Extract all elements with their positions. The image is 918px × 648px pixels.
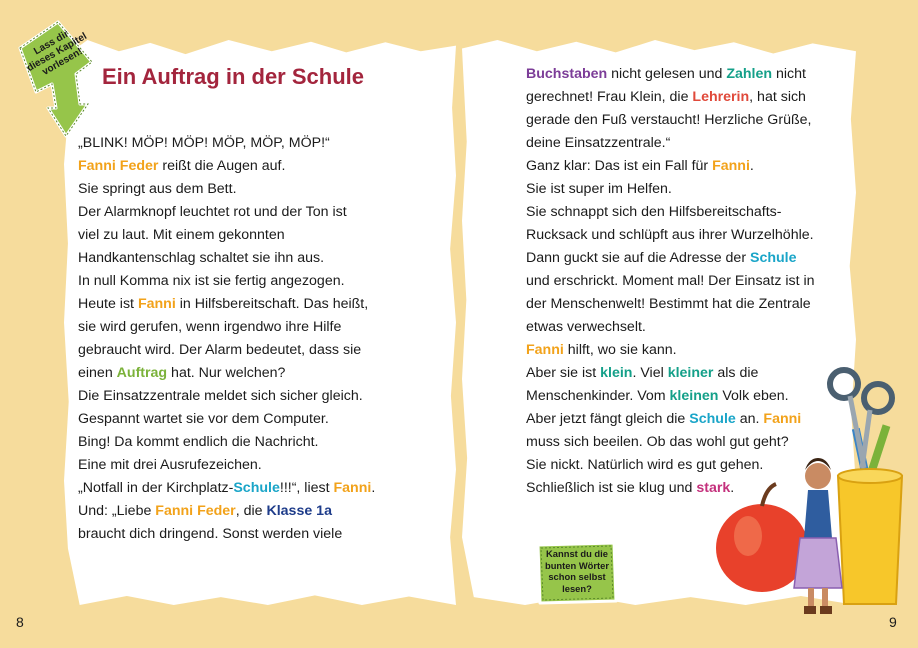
text-line: [526, 316, 846, 339]
text-segment: gerechnet! Frau Klein, die: [526, 89, 693, 105]
left-page-text: [78, 132, 408, 546]
text-segment: Sie nickt. Natürlich wird es gut gehen.: [526, 457, 764, 473]
highlighted-word: Fanni: [137, 296, 176, 312]
text-segment: Bing! Da kommt endlich die Nachricht.: [78, 434, 319, 450]
text-segment: Handkantenschlag schaltet sie ihn aus.: [78, 250, 325, 266]
text-line: [78, 477, 408, 500]
text-segment: deine Einsatzzentrale.“: [526, 135, 671, 151]
text-line: [78, 293, 408, 316]
text-segment: in Hilfsbereitschaft. Das heißt,: [175, 296, 369, 312]
text-segment: In null Komma nix ist sie fertig angezogen.: [78, 273, 345, 289]
highlighted-word: Buchstaben: [526, 66, 608, 82]
highlighted-word: stark: [696, 480, 731, 496]
highlighted-word: Klasse 1a: [266, 503, 332, 519]
text-segment: viel zu laut. Mit einem gekonnten: [78, 227, 285, 243]
text-segment: Die Einsatzzentrale meldet sich sicher gleich.: [78, 388, 363, 404]
apple-icon: [716, 484, 808, 592]
text-segment: Der Alarmknopf leuchtet rot und der Ton ist: [78, 204, 347, 220]
text-segment: gebraucht wird. Der Alarm bedeutet, dass sie: [78, 342, 362, 358]
text-segment: Sie schnappt sich den Hilfsbereitschafts-: [526, 204, 782, 220]
text-segment: , hat sich: [749, 89, 806, 105]
highlighted-word: Auftrag: [116, 365, 168, 381]
highlighted-word: Fanni: [526, 342, 564, 358]
text-segment: sie wird gerufen, wenn irgendwo ihre Hilfe: [78, 319, 342, 335]
highlighted-word: Lehrerin: [692, 89, 750, 105]
illustration: [712, 358, 918, 620]
text-line: [526, 132, 846, 155]
text-line: [526, 293, 846, 316]
text-segment: „BLINK! MÖP! MÖP! MÖP, MÖP, MÖP!“: [78, 135, 330, 151]
text-line: [78, 132, 408, 155]
text-segment: der Menschenwelt! Bestimmt hat die Zentrale: [526, 296, 811, 312]
text-segment: .: [371, 480, 376, 496]
text-segment: als die: [713, 365, 759, 381]
highlighted-word: Fanni Feder: [155, 503, 236, 519]
text-segment: Gespannt wartet sie vor dem Computer.: [78, 411, 329, 427]
text-segment: gerade den Fuß verstaucht! Herzliche Grüße,: [526, 112, 812, 128]
text-segment: Sie springt aus dem Bett.: [78, 181, 237, 197]
highlighted-word: Zahlen: [726, 66, 773, 82]
page-number-left: 8: [16, 614, 24, 630]
text-segment: braucht dich dringend. Sonst werden viele: [78, 526, 343, 542]
text-line: [78, 247, 408, 270]
text-line: [78, 270, 408, 293]
highlighted-word: Schule: [749, 250, 797, 266]
text-line: [526, 224, 846, 247]
highlighted-word: Fanni: [333, 480, 372, 496]
text-line: [78, 316, 408, 339]
text-segment: nicht gelesen und: [607, 66, 727, 82]
pencil-cup-icon: [838, 424, 902, 604]
highlighted-word: Fanni: [763, 411, 802, 427]
text-segment: .: [730, 480, 735, 496]
highlighted-word: Fanni Feder: [78, 158, 159, 174]
text-segment: Menschenkinder. Vom: [526, 388, 670, 404]
text-segment: Heute ist: [78, 296, 138, 312]
text-line: [78, 385, 408, 408]
text-segment: nicht: [772, 66, 806, 82]
text-segment: etwas verwechselt.: [526, 319, 646, 335]
text-line: [78, 178, 408, 201]
text-segment: Sie ist super im Helfen.: [526, 181, 672, 197]
text-line: [78, 339, 408, 362]
text-line: [78, 224, 408, 247]
highlighted-word: Schule: [233, 480, 280, 496]
scissors-icon: [830, 370, 892, 468]
text-segment: Aber sie ist: [526, 365, 601, 381]
text-segment: Volk eben.: [718, 388, 789, 404]
text-segment: hilft, wo sie kann.: [563, 342, 677, 358]
text-line: [526, 178, 846, 201]
text-line: [78, 523, 408, 546]
text-segment: und erschrickt. Moment mal! Der Einsatz ist in: [526, 273, 815, 289]
reading-hint-text: Kannst du die bunten Wörter schon selbst lesen?: [544, 548, 610, 594]
text-line: [526, 86, 846, 109]
text-segment: Ganz klar: Das ist ein Fall für: [526, 158, 713, 174]
text-segment: einen: [78, 365, 117, 381]
text-segment: reißt die Augen auf.: [158, 158, 286, 174]
text-line: [78, 201, 408, 224]
highlighted-word: Schule: [689, 411, 736, 427]
highlighted-word: klein: [600, 365, 633, 381]
text-line: [526, 63, 846, 86]
text-segment: muss sich beeilen. Ob das wohl gut geht?: [526, 434, 789, 450]
text-line: [78, 431, 408, 454]
text-line: [78, 500, 408, 523]
highlighted-word: kleinen: [669, 388, 719, 404]
text-segment: Aber jetzt fängt gleich die: [526, 411, 690, 427]
chapter-title: Ein Auftrag in der Schule: [102, 64, 364, 89]
text-segment: Dann guckt sie auf die Adresse der: [526, 250, 750, 266]
text-segment: .: [749, 158, 754, 174]
text-line: [526, 201, 846, 224]
page-number-right: 9: [889, 614, 897, 630]
text-segment: Rucksack und schlüpft aus ihrer Wurzelhöhle.: [526, 227, 814, 243]
text-segment: Eine mit drei Ausrufezeichen.: [78, 457, 262, 473]
highlighted-word: kleiner: [667, 365, 714, 381]
text-segment: an.: [735, 411, 764, 427]
text-segment: !!!“, liest: [279, 480, 334, 496]
text-segment: , die: [235, 503, 267, 519]
highlighted-word: Fanni: [712, 158, 750, 174]
text-line: [526, 155, 846, 178]
text-segment: „Notfall in der Kirchplatz-: [78, 480, 234, 496]
read-aloud-badge-text: Lass dir dieses Kapitel vorlesen!: [25, 28, 89, 78]
text-line: [526, 247, 846, 270]
text-line: [78, 362, 408, 385]
text-segment: Schließlich ist sie klug und: [526, 480, 697, 496]
text-segment: . Viel: [632, 365, 668, 381]
text-line: [78, 155, 408, 178]
text-segment: hat. Nur welchen?: [167, 365, 286, 381]
text-line: [78, 454, 408, 477]
text-line: [78, 408, 408, 431]
text-line: [526, 109, 846, 132]
text-segment: Und: „Liebe: [78, 503, 156, 519]
text-line: [526, 270, 846, 293]
